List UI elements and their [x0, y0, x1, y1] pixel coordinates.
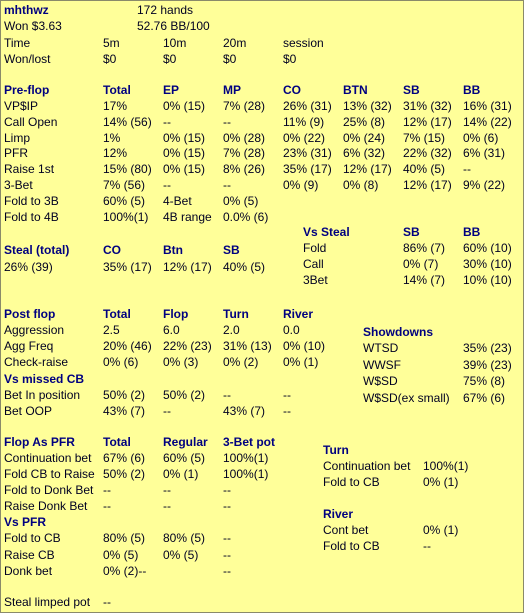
preflop-row-cell: 1% [103, 130, 121, 145]
flop-pfr-row-cell: -- [103, 483, 111, 497]
postflop-col-river: River [283, 307, 314, 321]
preflop-row-cell: 4B range [163, 209, 212, 224]
preflop-col-mp: MP [223, 83, 241, 97]
postflop-title: Post flop [4, 307, 56, 321]
preflop-row-cell: 35% (17) [283, 162, 332, 177]
flop-pfr-row-cell: 67% (6) [103, 451, 146, 465]
player-name[interactable]: mhthwz [4, 3, 49, 17]
preflop-row-cell: 6% (32) [343, 146, 386, 161]
postflop-row-cell: 2.5 [103, 323, 120, 337]
preflop-row-cell: 0% (8) [343, 178, 379, 192]
wonlost-20m: $0 [223, 52, 237, 66]
preflop-row-cell: 0% (6) [463, 130, 499, 145]
steal-col-co: CO [103, 243, 121, 257]
vs-pfr-row-cell: -- [223, 547, 231, 562]
preflop-row-cell: 7% (28) [223, 146, 266, 161]
vs-pfr-row-label: Raise CB [4, 547, 55, 562]
postflop-col-total: Total [103, 307, 131, 321]
river-row-label: Fold to CB [323, 539, 380, 553]
vs-pfr-title: Vs PFR [4, 515, 47, 529]
preflop-col-bb: BB [463, 83, 481, 97]
preflop-row-label: Call Open [4, 114, 58, 129]
river-title: River [323, 507, 354, 521]
bb-per-100: 52.76 BB/100 [137, 19, 210, 33]
period-session: session [283, 36, 324, 50]
flop-pfr-row-cell: -- [163, 483, 171, 497]
turn-title: Turn [323, 443, 349, 457]
postflop-row-cell: 0.0 [283, 323, 300, 337]
preflop-row-cell: -- [223, 114, 231, 129]
vs-steal-title: Vs Steal [303, 225, 350, 239]
steal-title: Steal (total) [4, 243, 70, 257]
steal-col-sb: SB [223, 243, 240, 257]
preflop-row-cell: 12% (17) [403, 114, 452, 129]
flop-pfr-row-cell: -- [103, 499, 111, 513]
preflop-row-cell: 23% (31) [283, 146, 332, 161]
preflop-row-cell: 0% (15) [163, 99, 206, 113]
preflop-row-cell: 60% (5) [103, 193, 146, 208]
period-10m: 10m [163, 36, 187, 50]
preflop-row-label: Fold to 3B [4, 193, 59, 208]
vs-steal-row-cell: 14% (7) [403, 273, 446, 287]
missed-cb-row-cell: -- [283, 388, 291, 402]
preflop-row-cell: -- [163, 178, 171, 192]
flop-pfr-row-cell: 100%(1) [223, 467, 269, 481]
postflop-row-label: Agg Freq [4, 339, 54, 353]
flop-pfr-row-cell: 50% (2) [103, 467, 146, 481]
postflop-row-cell: 2.0 [223, 323, 240, 337]
flop-pfr-row-label: Continuation bet [4, 451, 92, 465]
missed-cb-row-cell: 43% (7) [103, 404, 146, 418]
vs-pfr-row-cell: 0% (2)-- [103, 564, 147, 578]
preflop-row-cell: 12% (17) [343, 162, 392, 177]
preflop-row-cell: 7% (28) [223, 99, 266, 113]
vs-steal-row-label: 3Bet [303, 273, 328, 287]
showdown-row-label: WWSF [363, 357, 401, 372]
preflop-col-total: Total [103, 83, 131, 97]
missed-cb-row-cell: 50% (2) [103, 388, 146, 402]
vs-steal-row-label: Call [303, 257, 324, 271]
preflop-row-cell: 17% [103, 99, 128, 113]
vs-pfr-row-label: Fold to CB [4, 531, 61, 545]
missed-cb-row-cell: 50% (2) [163, 388, 206, 402]
river-row-value: 0% (1) [423, 523, 459, 537]
flop-pfr-row-cell: -- [223, 483, 231, 497]
preflop-row-cell: 25% (8) [343, 114, 386, 129]
steal-col-btn: Btn [163, 243, 183, 257]
steal-total-value: 26% (39) [4, 260, 53, 274]
period-5m: 5m [103, 36, 120, 50]
vs-pfr-row-cell: 0% (5) [103, 547, 139, 562]
preflop-row-label: VP$IP [4, 99, 39, 113]
vs-pfr-row-label: Donk bet [4, 564, 53, 578]
preflop-row-cell: 0% (15) [163, 130, 206, 145]
flop-pfr-title: Flop As PFR [4, 435, 75, 449]
preflop-row-cell: 13% (32) [343, 99, 392, 113]
flop-pfr-row-cell: -- [163, 499, 171, 513]
preflop-row-cell: 0% (24) [343, 130, 386, 145]
flop-pfr-row-label: Fold to Donk Bet [4, 483, 94, 497]
flop-pfr-row-cell: 60% (5) [163, 451, 206, 465]
preflop-row-cell: 12% (17) [403, 178, 452, 192]
preflop-row-cell: 0% (5) [223, 193, 259, 208]
preflop-row-cell: 0% (15) [163, 146, 206, 161]
showdown-row-value: 67% (6) [463, 390, 506, 405]
preflop-row-cell: 0% (22) [283, 130, 326, 145]
preflop-row-cell: 8% (26) [223, 162, 266, 177]
preflop-row-label: PFR [4, 146, 28, 161]
wonlost-10m: $0 [163, 52, 177, 66]
turn-row-value: 0% (1) [423, 475, 459, 489]
river-row-value: -- [423, 539, 431, 553]
postflop-col-flop: Flop [163, 307, 189, 321]
preflop-row-cell: -- [163, 114, 171, 129]
preflop-row-cell: -- [463, 162, 471, 177]
preflop-row-cell: 15% (80) [103, 162, 152, 177]
preflop-col-co: CO [283, 83, 301, 97]
preflop-row-label: 3-Bet [4, 178, 33, 192]
vs-steal-col-sb: SB [403, 225, 420, 239]
preflop-row-cell: 22% (32) [403, 146, 452, 161]
missed-cb-row-cell: -- [283, 404, 291, 418]
postflop-row-cell: 22% (23) [163, 339, 212, 353]
postflop-row-cell: 0% (3) [163, 355, 199, 369]
flop-pfr-col-3bet: 3-Bet pot [223, 435, 275, 449]
vs-steal-row-cell: 30% (10) [463, 257, 512, 271]
missed-cb-row-cell: 43% (7) [223, 404, 266, 418]
turn-row-value: 100%(1) [423, 459, 469, 473]
postflop-row-cell: 0% (2) [223, 355, 259, 369]
showdown-row-value: 35% (23) [463, 341, 512, 355]
postflop-row-cell: 0% (6) [103, 355, 139, 369]
preflop-row-cell: 4-Bet [163, 193, 192, 208]
flop-pfr-row-label: Raise Donk Bet [4, 499, 88, 513]
missed-cb-row-cell: -- [163, 404, 171, 418]
preflop-row-cell: 12% [103, 146, 128, 161]
vs-pfr-row-cell: 80% (5) [103, 531, 146, 545]
wonlost-label: Won/lost [4, 52, 51, 66]
missed-cb-row-label: Bet OOP [4, 404, 53, 418]
time-label: Time [4, 36, 31, 50]
flop-pfr-row-cell: 100%(1) [223, 451, 269, 465]
preflop-row-cell: 6% (31) [463, 146, 506, 161]
flop-pfr-row-label: Fold CB to Raise [4, 467, 95, 481]
preflop-row-label: Fold to 4B [4, 209, 59, 224]
vs-pfr-row-cell: -- [223, 531, 231, 545]
preflop-row-cell: 40% (5) [403, 162, 446, 177]
steal-co-value: 35% (17) [103, 260, 152, 274]
preflop-row-cell: 14% (56) [103, 114, 152, 129]
steal-btn-value: 12% (17) [163, 260, 212, 274]
preflop-row-label: Raise 1st [4, 162, 55, 177]
hands-count: 172 hands [137, 3, 194, 17]
flop-pfr-col-regular: Regular [163, 435, 208, 449]
river-row-label: Cont bet [323, 523, 369, 537]
preflop-title: Pre-flop [4, 83, 50, 97]
vs-steal-row-label: Fold [303, 241, 327, 255]
missed-cb-title: Vs missed CB [4, 372, 85, 386]
preflop-row-cell: 0% (28) [223, 130, 266, 145]
vs-steal-row-cell: 60% (10) [463, 241, 512, 255]
postflop-row-cell: 6.0 [163, 323, 180, 337]
vs-steal-col-bb: BB [463, 225, 481, 239]
postflop-col-turn: Turn [223, 307, 249, 321]
postflop-row-cell: 31% (13) [223, 339, 272, 353]
flop-pfr-row-cell: 0% (1) [163, 467, 199, 481]
preflop-col-btn: BTN [343, 83, 368, 97]
preflop-col-sb: SB [403, 83, 420, 97]
vs-steal-row-cell: 10% (10) [463, 273, 512, 287]
flop-pfr-col-total: Total [103, 435, 131, 449]
preflop-col-ep: EP [163, 83, 180, 97]
wonlost-session: $0 [283, 52, 297, 66]
preflop-row-cell: 11% (9) [283, 114, 325, 129]
postflop-row-label: Check-raise [4, 355, 69, 369]
steal-limped-label: Steal limped pot [4, 595, 91, 609]
preflop-row-cell: 9% (22) [463, 178, 506, 192]
postflop-row-cell: 0% (1) [283, 355, 319, 369]
preflop-row-cell: 26% (31) [283, 99, 332, 113]
wonlost-5m: $0 [103, 52, 117, 66]
missed-cb-row-cell: -- [223, 388, 231, 402]
steal-limped-value: -- [103, 595, 111, 609]
showdown-row-label: W$SD(ex small) [363, 390, 450, 405]
vs-pfr-row-cell: 0% (5) [163, 547, 199, 562]
won-amount: Won $3.63 [4, 19, 62, 33]
showdown-row-label: W$SD [363, 374, 398, 388]
showdown-row-value: 39% (23) [463, 357, 512, 372]
showdown-row-value: 75% (8) [463, 374, 506, 388]
showdowns-title: Showdowns [363, 325, 433, 339]
preflop-row-cell: 0.0% (6) [223, 209, 269, 224]
steal-sb-value: 40% (5) [223, 260, 266, 274]
turn-row-label: Continuation bet [323, 459, 411, 473]
preflop-row-cell: 16% (31) [463, 99, 512, 113]
preflop-row-cell: 0% (9) [283, 178, 319, 192]
flop-pfr-row-cell: -- [223, 499, 231, 513]
vs-pfr-row-cell: -- [223, 564, 231, 578]
turn-row-label: Fold to CB [323, 475, 380, 489]
missed-cb-row-label: Bet In position [4, 388, 81, 402]
vs-pfr-row-cell: 80% (5) [163, 531, 206, 545]
vs-steal-row-cell: 0% (7) [403, 257, 439, 271]
postflop-row-label: Aggression [4, 323, 65, 337]
preflop-row-cell: -- [223, 178, 231, 192]
postflop-row-cell: 0% (10) [283, 339, 326, 353]
vs-steal-row-cell: 86% (7) [403, 241, 446, 255]
preflop-row-cell: 14% (22) [463, 114, 512, 129]
preflop-row-cell: 100%(1) [103, 209, 149, 224]
preflop-row-cell: 7% (56) [103, 178, 146, 192]
showdown-row-label: WTSD [363, 341, 399, 355]
preflop-row-cell: 31% (32) [403, 99, 452, 113]
preflop-row-label: Limp [4, 130, 31, 145]
preflop-row-cell: 7% (15) [403, 130, 446, 145]
preflop-row-cell: 0% (15) [163, 162, 206, 177]
postflop-row-cell: 20% (46) [103, 339, 152, 353]
period-20m: 20m [223, 36, 247, 50]
